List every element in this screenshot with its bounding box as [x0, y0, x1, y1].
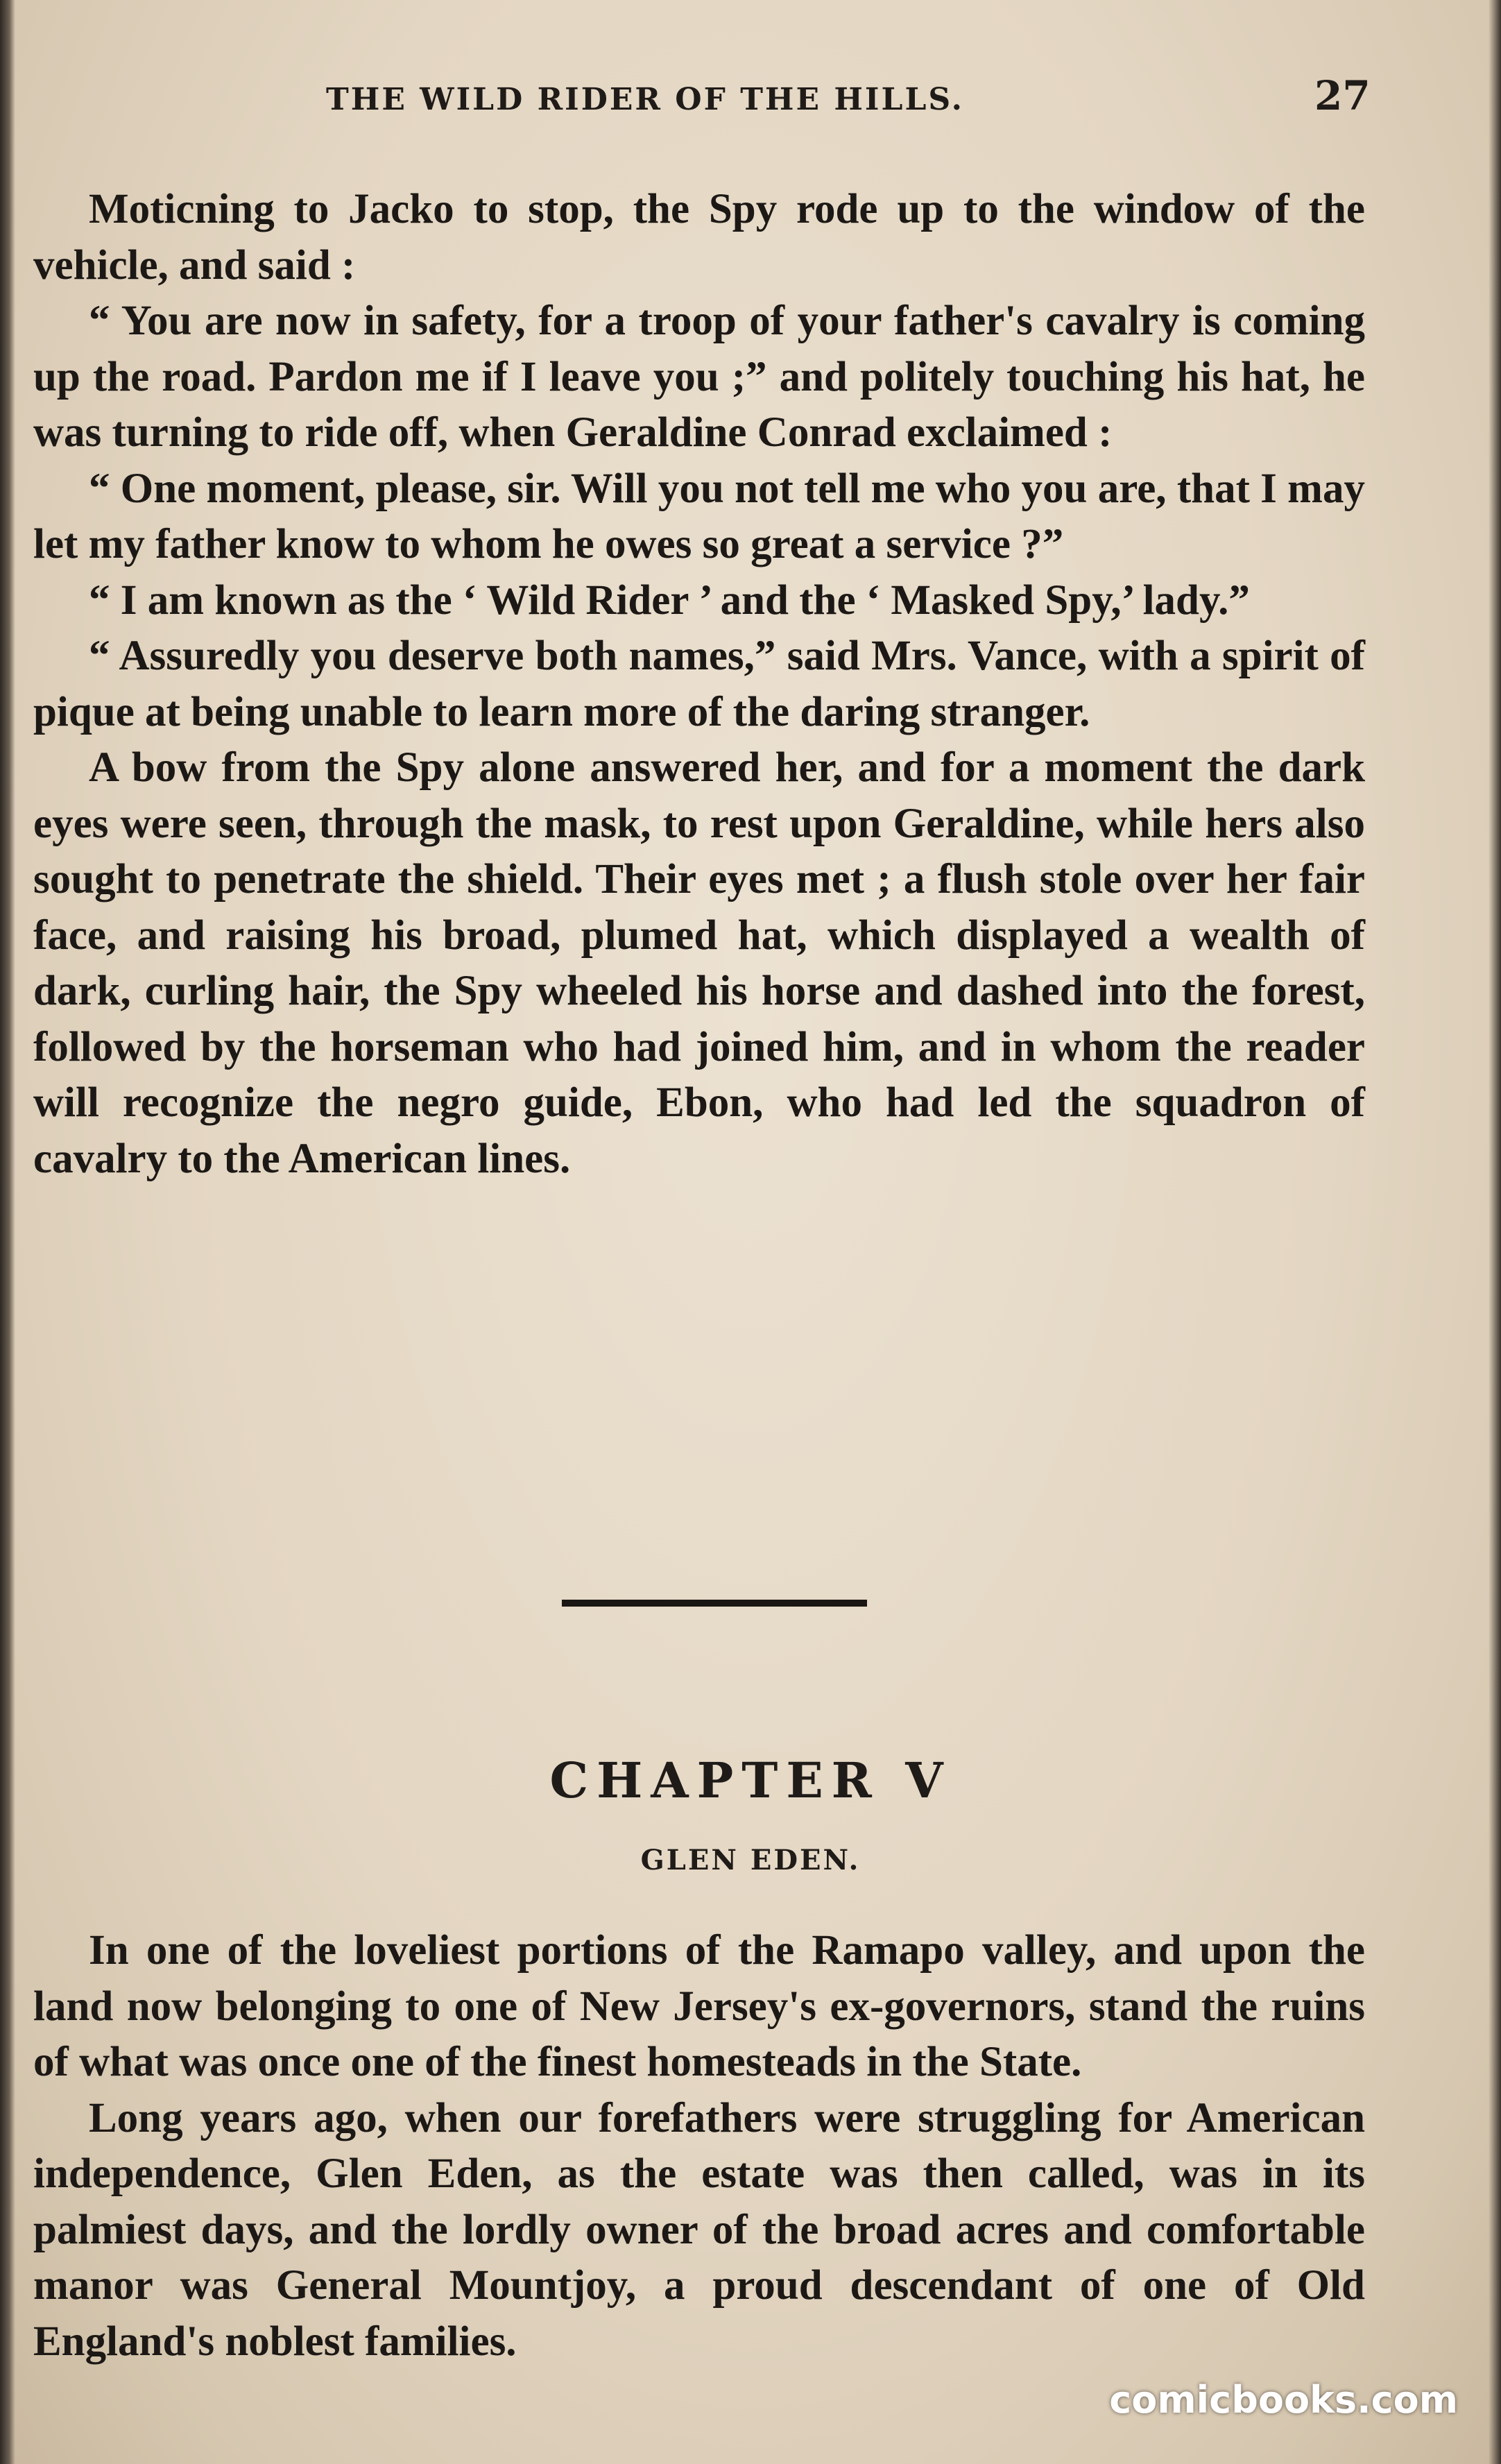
paragraph: “ One moment, please, sir. Will you not tell me who you are, that I may let my father know to whom he owes so great a service ?” — [33, 465, 1365, 567]
paragraph: Moticning to Jacko to stop, the Spy rode up to the window of the vehicle, and said : — [33, 186, 1365, 289]
paragraph: A bow from the Spy alone answered her, and for a moment the dark eyes were seen, through the mask, to rest upon Geraldine, while hers also sought to penetrate the shield. Their eyes met ; a flush stole over her fair face, and raising his broad, plumed hat, which displayed a wealth of dark, curling hair, the Spy wheeled his horse and dashed into the forest, followed by the horseman who had joined him, and in whom the reader will recognize the negro guide, Ebon, who had led the squadron of cavalry to the American lines. — [33, 744, 1365, 1182]
watermark: comicbooks.com — [1109, 2378, 1458, 2422]
text-block-bottom — [33, 1923, 1365, 2370]
paragraph: “ Assuredly you deserve both names,” said Mrs. Vance, with a spirit of pique at being unable to learn more of the daring stranger. — [33, 633, 1365, 735]
text-block-top — [33, 182, 1365, 1187]
page-right-shadow — [1489, 0, 1501, 2464]
paragraph: “ You are now in safety, for a troop of your father's cavalry is coming up the road. Pardon me if I leave you ;” and politely touching his hat, he was turning to ride off, when Geraldine Conrad exclaimed : — [33, 298, 1365, 456]
page-number: 27 — [1314, 72, 1371, 119]
chapter-subtitle: GLEN EDEN. — [640, 1844, 861, 1876]
chapter-title: CHAPTER V — [549, 1752, 952, 1809]
running-head: THE WILD RIDER OF THE HILLS. — [326, 82, 964, 117]
paragraph: In one of the loveliest portions of the Ramapo valley, and upon the land now belonging to one of New Jersey's ex-governors, stand the ruins of what was once one of the finest homesteads in the State. — [33, 1927, 1365, 2085]
section-divider — [562, 1600, 867, 1607]
paragraph: “ I am known as the ‘ Wild Rider ’ and the ‘ Masked Spy,’ lady.” — [89, 576, 1250, 624]
page-left-shadow — [0, 0, 15, 2464]
paragraph: Long years ago, when our forefathers were struggling for American independence, Glen Eden, as the estate was then called, was in its palmiest days, and the lordly owner of the broad acres and comfortable manor was General Mountjoy, a proud descendant of one of Old England's noblest families. — [33, 2094, 1365, 2365]
